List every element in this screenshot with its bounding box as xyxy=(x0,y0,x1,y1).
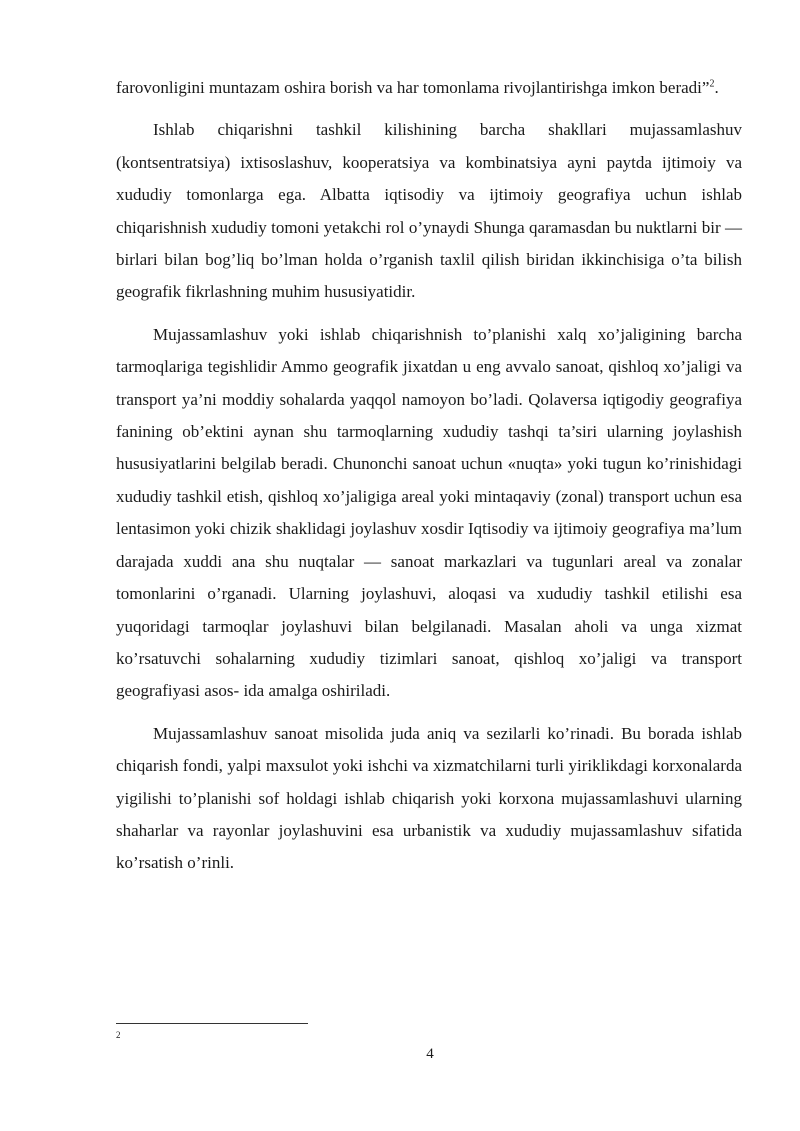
paragraph-1 xyxy=(116,72,742,104)
paragraph-4: Mujassamlashuv sanoat misolida juda aniq va sezilarli ko’rinadi. Bu borada ishlab chiqarish fondi, yalpi maxsulot yoki ishchi va xizmatchilarni turli yiriklikdagi korxonalarda yigilishi to’planishi sof holdagi ishlab chiqarish yoki korxona mujassamlashuvi ularning shaharlar va rayonlar joylashuvini esa urbanistik va xududiy mujassamlashuv sifatida ko’rsatish o’rinli. xyxy=(116,723,742,873)
footnote-separator xyxy=(116,1023,308,1024)
paragraph-2: Ishlab chiqarishni tashkil kilishining barcha shakllari mujassamlashuv (kontsentratsiya) ixtisoslashuv, kooperatsiya va kombinatsiya ayni paytda ijtimoiy va xududiy tomonlarga ega. Albatta iqtisodiy va ijtimoiy geografiya uchun ishlab chiqarishnish xududiy tomoni yetakchi rol o’ynaydi Shunga qaramasdan bu nuktlarni bir — birlari bilan bog’liq bo’lman holda o’rganish taxlil qilish biridan ikkinchisiga o’ta bilish geografik fikrlashning muhim hususiyatidir. xyxy=(116,120,742,302)
body-text xyxy=(116,72,742,890)
footnote-mark: 2 xyxy=(116,1030,121,1040)
page-number: 4 xyxy=(426,1046,434,1062)
paragraph-3: Mujassamlashuv yoki ishlab chiqarishnish to’planishi xalq xo’jaligining barcha tarmoqlariga tegishlidir Ammo geografik jixatdan u eng avvalo sanoat, qishloq xo’jaligi va transport ya’ni moddiy sohalarda yaqqol namoyon bo’ladi. Qolaversa iqtigodiy geografiya fanining ob’ektini aynan shu tarmoqlarning xududiy tashqi ta’siri ularning joylashish hususiyatlarini belgilab beradi. Chunonchi sanoat uchun «nuqta» yoki tugun ko’rinishidagi xududiy tashkil etish, qishloq xo’jaligiga areal yoki mintaqaviy (zonal) transport uchun esa lentasimon yoki chizik shaklidagi joylashuv xosdir Iqtisodiy va ijtimoiy geografiya ma’lum darajada xuddi ana shu nuqtalar — sanoat markazlari va tugunlari areal va zonalar tomonlarini o’rganadi. Ularning joylashuvi, aloqasi va xududiy tashkil etilishi esa yuqoridagi tarmoqlar joylashuvi bilan belgilanadi. Masalan aholi va unga xizmat ko’rsatuvchi sohalarning xududiy tizimlari sanoat, qishloq xo’jaligi va transport geografiyasi asos- ida amalga oshiriladi. xyxy=(116,324,742,701)
paragraph-1-tail: . xyxy=(714,78,719,97)
paragraph-1-text: farovonligini muntazam oshira borish va har tomonlama rivojlantirishga imkon beradi” xyxy=(116,78,710,97)
footnote-reference: 2 xyxy=(709,78,715,90)
